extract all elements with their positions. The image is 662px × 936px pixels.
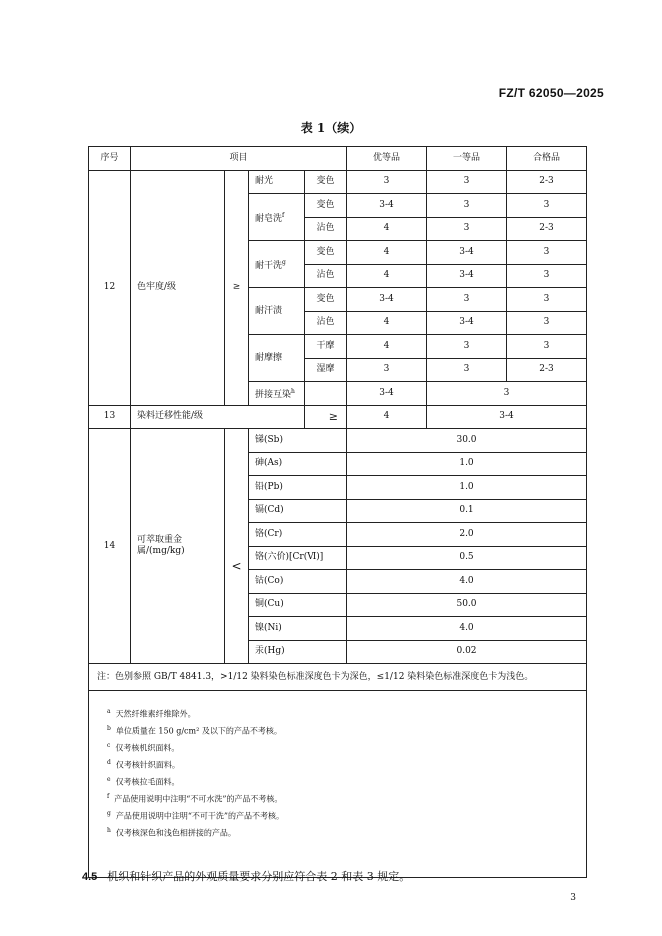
value-cell: 3-4 <box>427 311 507 335</box>
metal-value: 4.0 <box>347 570 587 594</box>
note-row <box>89 664 587 691</box>
footnote: $^c$ 仅考核机织面料。 <box>107 742 180 753</box>
operator-cell: ≥ <box>225 170 249 405</box>
sub-item-label: 耐皂洗$^f$ <box>249 194 305 241</box>
value-cell: 3 <box>427 217 507 241</box>
table-row <box>89 170 587 194</box>
col-header-item: 项目 <box>131 147 347 171</box>
value-cell: 3 <box>347 358 427 382</box>
empty-cell <box>305 382 347 406</box>
col-header-grade-3: 合格品 <box>507 147 587 171</box>
value-cell: 3 <box>347 170 427 194</box>
sub-item-label: 耐摩擦 <box>249 335 305 382</box>
value-cell: 2-3 <box>507 217 587 241</box>
metal-name: 铬(Cr) <box>249 523 347 547</box>
item-name: 可萃取重金属/(mg/kg) <box>131 429 225 664</box>
footnote: $^f$ 产品使用说明中注明“不可水洗”的产品不考核。 <box>107 793 283 804</box>
value-cell: 4 <box>347 405 427 429</box>
metal-name: 镍(Ni) <box>249 617 347 641</box>
metal-value: 2.0 <box>347 523 587 547</box>
sub-sub-label: 沾色 <box>305 264 347 288</box>
table-header-row <box>89 147 587 171</box>
seq-cell: 12 <box>89 170 131 405</box>
standard-code: FZ/T 62050—2025 <box>498 86 604 100</box>
value-cell: 3-4 <box>427 264 507 288</box>
sub-item-label: 耐光 <box>249 170 305 194</box>
page-number: 3 <box>570 893 576 903</box>
sub-sub-label: 湿摩 <box>305 358 347 382</box>
sub-sub-label: 沾色 <box>305 311 347 335</box>
metal-value: 0.5 <box>347 546 587 570</box>
value-cell: 4 <box>347 311 427 335</box>
sub-sub-label: 变色 <box>305 241 347 265</box>
clause-text: 机织和针织产品的外观质量要求分别应符合表 2 和表 3 规定。 <box>107 870 411 883</box>
footnote: $^g$ 产品使用说明中注明“不可干洗”的产品不考核。 <box>107 810 285 822</box>
value-cell: 3 <box>427 382 587 406</box>
metal-name: 钴(Co) <box>249 570 347 594</box>
metal-name: 锑(Sb) <box>249 429 347 453</box>
operator-cell: ≥ <box>305 405 347 429</box>
footnotes <box>89 691 587 878</box>
value-cell: 3 <box>507 311 587 335</box>
footnote: $^b$ 单位质量在 150 g/cm² 及以下的产品不考核。 <box>107 725 282 736</box>
value-cell: 3 <box>507 241 587 265</box>
metal-name: 铅(Pb) <box>249 476 347 500</box>
footnote: $^a$ 天然纤维素纤维除外。 <box>107 708 196 719</box>
metal-name: 砷(As) <box>249 452 347 476</box>
col-header-grade-2: 一等品 <box>427 147 507 171</box>
col-header-grade-1: 优等品 <box>347 147 427 171</box>
value-cell: 3-4 <box>347 382 427 406</box>
value-cell: 3 <box>507 264 587 288</box>
table-row <box>89 405 587 429</box>
value-cell: 3 <box>427 358 507 382</box>
operator-cell: < <box>225 429 249 664</box>
item-name: 色牢度/级 <box>131 170 225 405</box>
value-cell: 3-4 <box>347 288 427 312</box>
metal-value: 50.0 <box>347 593 587 617</box>
metal-name: 铜(Cu) <box>249 593 347 617</box>
sub-item-label: 耐汗渍 <box>249 288 305 335</box>
footnotes-row <box>89 691 587 878</box>
seq-cell: 14 <box>89 429 131 664</box>
seq-cell: 13 <box>89 405 131 429</box>
value-cell: 3 <box>427 335 507 359</box>
sub-sub-label: 变色 <box>305 170 347 194</box>
metal-name: 汞(Hg) <box>249 640 347 664</box>
metal-value: 30.0 <box>347 429 587 453</box>
value-cell: 3 <box>427 288 507 312</box>
clause-number: 4.5 <box>82 871 98 883</box>
metal-value: 1.0 <box>347 476 587 500</box>
quality-table <box>88 146 587 878</box>
footnote: $^d$ 仅考核针织面料。 <box>107 759 180 770</box>
metal-name: 铬(六价)[Cr(Ⅵ)] <box>249 546 347 570</box>
footnote: $^h$ 仅考核深色和浅色相拼接的产品。 <box>107 827 236 839</box>
value-cell: 3 <box>507 288 587 312</box>
metal-name: 镉(Cd) <box>249 499 347 523</box>
value-cell: 3-4 <box>427 405 587 429</box>
col-header-seq: 序号 <box>89 147 131 171</box>
value-cell: 3 <box>427 170 507 194</box>
metal-value: 1.0 <box>347 452 587 476</box>
value-cell: 4 <box>347 241 427 265</box>
table-caption: 表 1（续） <box>300 121 362 135</box>
sub-sub-label: 沾色 <box>305 217 347 241</box>
value-cell: 4 <box>347 264 427 288</box>
value-cell: 4 <box>347 335 427 359</box>
table-note: 注：色别参照 GB/T 4841.3，>1/12 染料染色标准深度色卡为深色，≤1/12 染料染色标准深度色卡为浅色。 <box>89 664 587 691</box>
sub-sub-label: 干摩 <box>305 335 347 359</box>
value-cell: 3-4 <box>427 241 507 265</box>
item-name: 染料迁移性能/级 <box>131 405 305 429</box>
clause-4-5 <box>82 868 410 884</box>
metal-value: 0.1 <box>347 499 587 523</box>
value-cell: 3 <box>507 194 587 218</box>
sub-sub-label: 变色 <box>305 288 347 312</box>
value-cell: 3 <box>507 335 587 359</box>
value-cell: 4 <box>347 217 427 241</box>
value-cell: 3-4 <box>347 194 427 218</box>
footnote: $^e$ 仅考核拉毛面料。 <box>107 776 180 787</box>
value-cell: 3 <box>427 194 507 218</box>
sub-item-label: 拼接互染$^h$ <box>249 382 305 406</box>
sub-item-label: 耐干洗$^g$ <box>249 241 305 288</box>
table-row <box>89 429 587 453</box>
value-cell: 2-3 <box>507 358 587 382</box>
metal-value: 0.02 <box>347 640 587 664</box>
metal-value: 4.0 <box>347 617 587 641</box>
sub-sub-label: 变色 <box>305 194 347 218</box>
value-cell: 2-3 <box>507 170 587 194</box>
